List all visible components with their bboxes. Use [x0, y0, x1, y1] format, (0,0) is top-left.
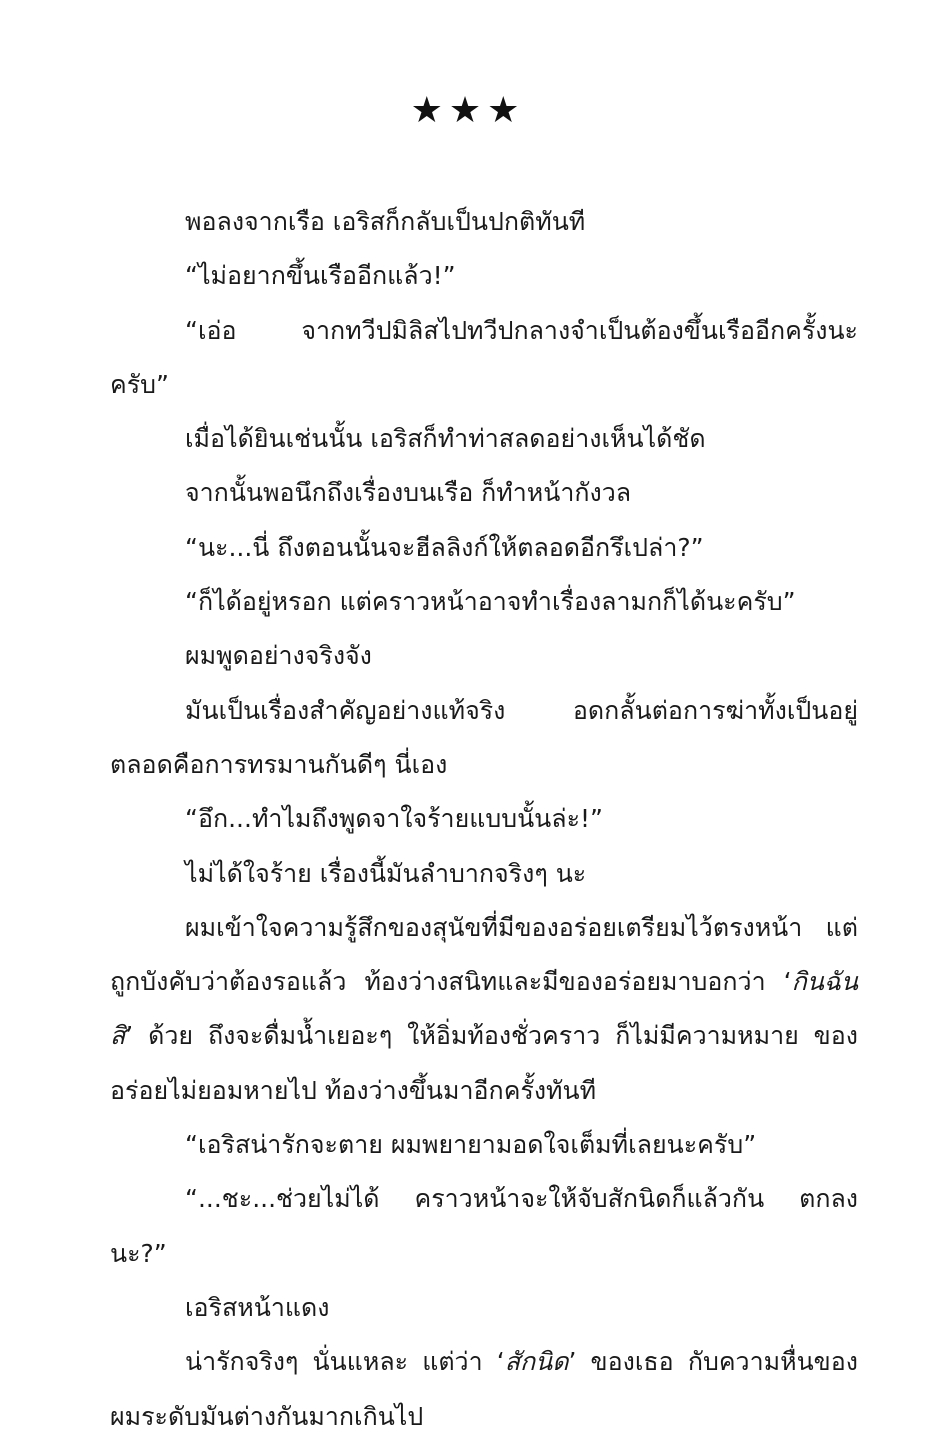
paragraph-12-emphasis: กินฉันสิ	[110, 967, 858, 1051]
paragraph-16-emphasis: สักนิด	[504, 1347, 569, 1377]
paragraph-3: “เอ่อ จากทวีปมิลิสไปทวีปกลางจำเป็นต้องขึ้นเรืออีกครั้งนะครับ”	[110, 315, 858, 399]
paragraph-5: จากนั้นพอนึกถึงเรื่องบนเรือ ก็ทำหน้ากังวล	[185, 478, 632, 508]
paragraph-14: “...ชะ...ช่วยไม่ได้ คราวหน้าจะให้จับสักนิดก็แล้วกัน ตกลงนะ?”	[110, 1184, 858, 1268]
paragraph-13: “เอริสน่ารักจะตาย ผมพยายามอดใจเต็มที่เลยนะครับ”	[185, 1130, 757, 1160]
paragraph-10: “อึก...ทำไมถึงพูดจาใจร้ายแบบนั้นล่ะ!”	[185, 804, 603, 834]
scene-break-stars: ★★★	[410, 90, 526, 131]
paragraph-1: พอลงจากเรือ เอริสก็กลับเป็นปกติทันที	[185, 207, 586, 236]
paragraph-9: มันเป็นเรื่องสำคัญอย่างแท้จริง อดกลั้นต่อการฆ่าทั้งเป็นอยู่ตลอดคือการทรมานกันดีๆ นี่เอง	[110, 695, 858, 779]
paragraph-6: “นะ...นี่ ถึงตอนนั้นจะฮีลลิงก์ให้ตลอดอีกรึเปล่า?”	[185, 532, 704, 562]
paragraph-12-text-before: ผมเข้าใจความรู้สึกของสุนัขที่มีของอร่อยเตรียมไว้ตรงหน้า แต่ถูกบังคับว่าต้องรอแล้ว ท้องว่างสนิทและมีของอร่อยมาบอกว่า ‘	[110, 912, 858, 997]
paragraph-16-text-after: ’ ของเธอ กับความหื่นของผมระดับมันต่างกันมากเกินไป	[110, 1347, 858, 1431]
paragraph-12-text-after: ’ ด้วย ถึงจะดื่มน้ำเยอะๆ ให้อิ่มท้องชั่วคราว ก็ไม่มีความหมาย ของอร่อยไม่ยอมหายไป ท้องว่างขึ้นมาอีกครั้งทันที	[110, 1021, 858, 1105]
paragraph-8: ผมพูดอย่างจริงจัง	[185, 641, 372, 671]
paragraph-11: ไม่ได้ใจร้าย เรื่องนี้มันลำบากจริงๆ นะ	[185, 858, 587, 888]
paragraph-7: “ก็ได้อยู่หรอก แต่คราวหน้าอาจทำเรื่องลามกก็ได้นะครับ”	[185, 587, 796, 617]
paragraph-4: เมื่อได้ยินเช่นนั้น เอริสก็ทำท่าสลดอย่างเห็นได้ชัด	[185, 424, 706, 454]
paragraph-12	[110, 901, 858, 1118]
paragraph-15: เอริสหน้าแดง	[185, 1292, 330, 1322]
paragraph-2: “ไม่อยากขึ้นเรืออีกแล้ว!”	[185, 261, 456, 291]
chapter-body	[110, 195, 858, 1444]
paragraph-16	[110, 1335, 858, 1444]
paragraph-16-text-before: น่ารักจริงๆ นั่นแหละ แต่ว่า ‘	[185, 1347, 505, 1377]
